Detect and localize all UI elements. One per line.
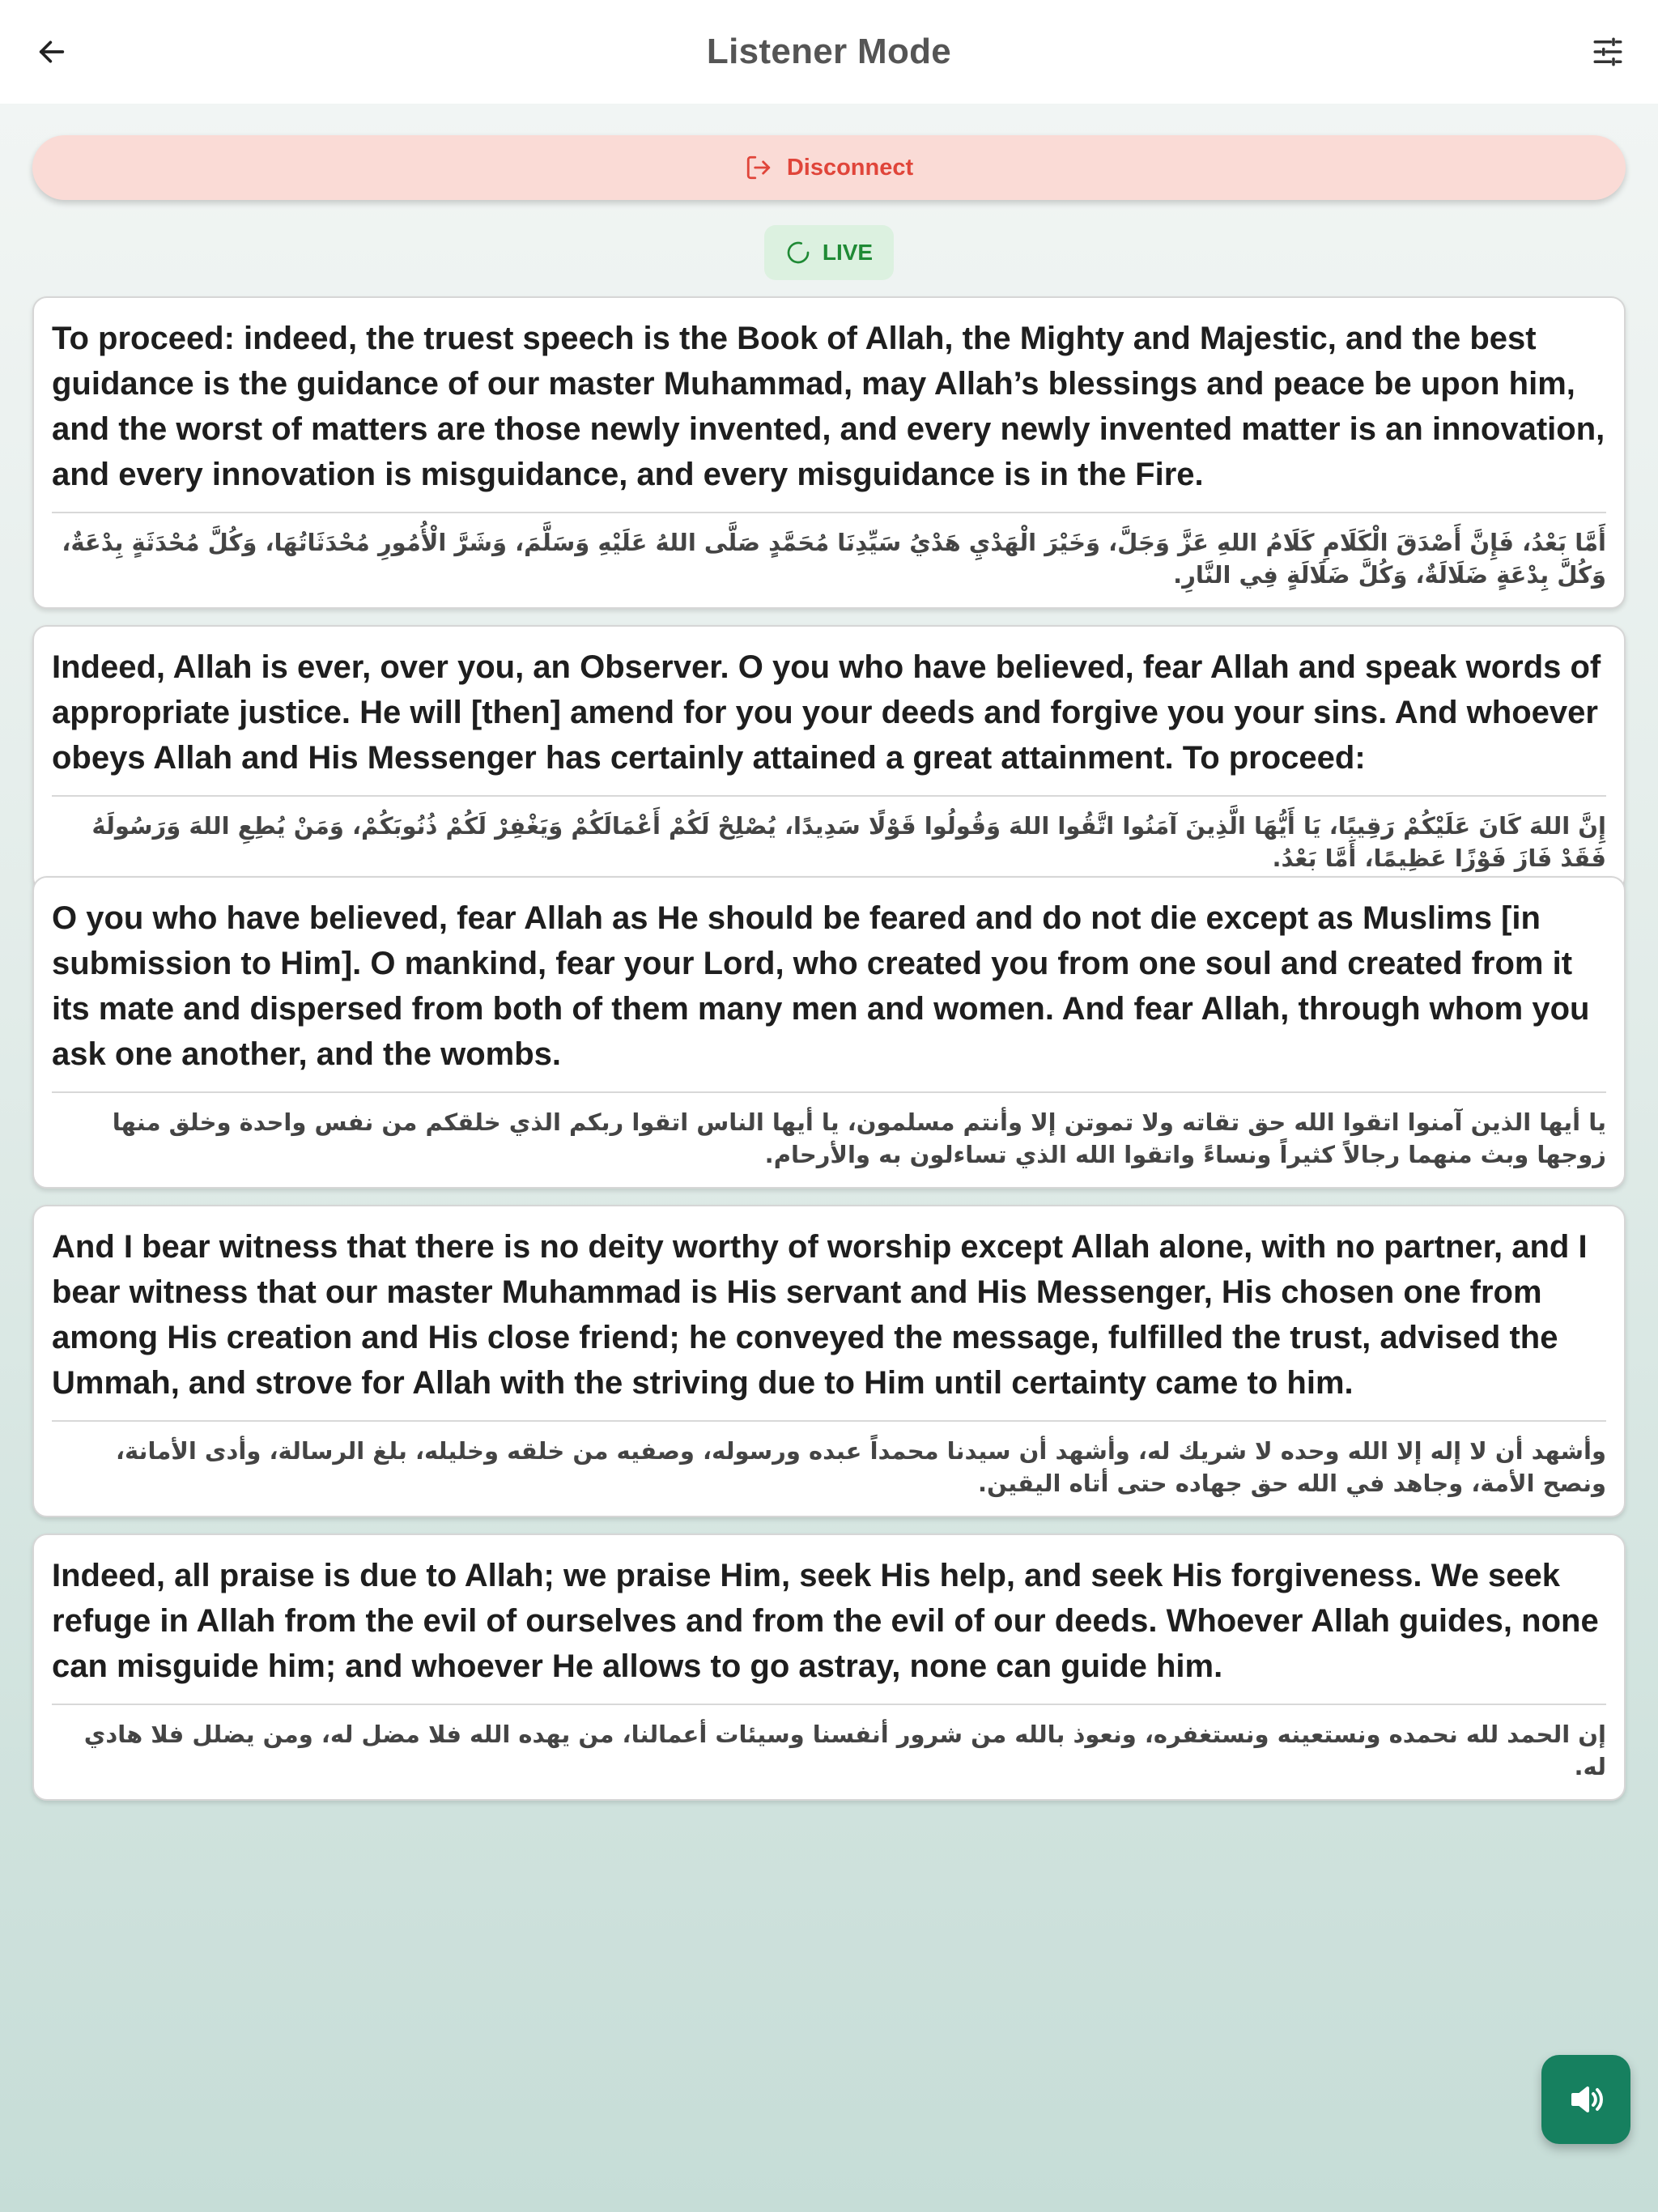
audio-toggle-button[interactable]	[1541, 2055, 1630, 2144]
disconnect-label: Disconnect	[786, 154, 914, 181]
arabic-original: يا أيها الذين آمنوا اتقوا الله حق تقاته ولا تموتن إلا وأنتم مسلمون، يا أيها الناس اتقوا ربكم الذي خلقكم من نفس واحدة وخلق منها زوجها وبث منهما رجالاً كثيراً ونساءً واتقوا الله الذي تساءلون به والأرحام.	[112, 1108, 1606, 1168]
live-label: LIVE	[822, 240, 874, 265]
english-translation: Indeed, all praise is due to Allah; we praise Him, seek His help, and seek His forgiveness. We seek refuge in Allah from the evil of ourselves and from the evil of our deeds. Whoever Allah guides, none can misguide him; and whoever He allows to go astray, none can guide him.	[52, 1558, 1599, 1684]
page-title: Listener Mode	[706, 32, 952, 71]
card-divider	[52, 1704, 1606, 1705]
transcript-card	[32, 625, 1626, 892]
arabic-original: وأشهد أن لا إله إلا الله وحده لا شريك له، وأشهد أن سيدنا محمداً عبده ورسوله، وصفيه من خلقه وخليله، بلغ الرسالة، وأدى الأمانة، ونصح الأمة، وجاهد في الله حق جهاده حتى أتاه اليقين.	[115, 1437, 1606, 1497]
disconnect-button[interactable]	[32, 135, 1626, 200]
transcript-card	[32, 1534, 1626, 1801]
transcript-card	[32, 1205, 1626, 1517]
arabic-original: إِنَّ اللهَ كَانَ عَلَيْكُمْ رَقِيبًا، يَا أَيُّهَا الَّذِينَ آمَنُوا اتَّقُوا اللهَ وَقُولُوا قَوْلًا سَدِيدًا، يُصْلِحْ لَكُمْ أَعْمَالَكُمْ وَيَغْفِرْ لَكُمْ ذُنُوبَكُمْ، وَمَنْ يُطِعِ اللهَ وَرَسُولَهُ فَقَدْ فَازَ فَوْزًا عَظِيمًا، أَمَّا بَعْدُ.	[91, 812, 1606, 872]
live-status-badge	[764, 225, 894, 280]
logout-icon	[745, 154, 772, 181]
app-header	[0, 0, 1658, 104]
card-divider	[52, 1420, 1606, 1422]
spinner-icon	[785, 240, 811, 266]
transcript-card	[32, 296, 1626, 609]
back-button[interactable]	[29, 29, 74, 74]
card-divider	[52, 512, 1606, 513]
english-translation: Indeed, Allah is ever, over you, an Observer. O you who have believed, fear Allah and speak words of appropriate justice. He will [then] amend for you your deeds and forgive you your sins. And whoever obeys Allah and His Messenger has certainly attained a great attainment. To proceed:	[52, 649, 1601, 776]
arrow-left-icon	[36, 36, 68, 68]
settings-button[interactable]	[1585, 29, 1630, 74]
english-translation: To proceed: indeed, the truest speech is the Book of Allah, the Mighty and Majestic, and the best guidance is the guidance of our master Muhammad, may Allah’s blessings and peace be upon him, and the worst of matters are those newly invented, and every newly invented matter is an innovation, and every innovation is misguidance, and every misguidance is in the Fire.	[52, 321, 1605, 492]
card-divider	[52, 1091, 1606, 1093]
arabic-original: إن الحمد لله نحمده ونستعينه ونستغفره، ونعوذ بالله من شرور أنفسنا وسيئات أعمالنا، من يهده الله فلا مضل له، ومن يضلل فلا هادي له.	[83, 1721, 1606, 1780]
speaker-icon	[1567, 2080, 1605, 2119]
transcript-card	[32, 876, 1626, 1189]
sliders-icon	[1591, 35, 1625, 69]
card-divider	[52, 795, 1606, 797]
english-translation: O you who have believed, fear Allah as He should be feared and do not die except as Muslims [in submission to Him]. O mankind, fear your Lord, who created you from one soul and created from it its mate and dispersed from both of them many men and women. And fear Allah, through whom you ask one another, and the wombs.	[52, 900, 1590, 1072]
english-translation: And I bear witness that there is no deity worthy of worship except Allah alone, with no partner, and I bear witness that our master Muhammad is His servant and His Messenger, His chosen one from among His creation and His close friend; he conveyed the message, fulfilled the trust, advised the Ummah, and strove for Allah with the striving due to Him until certainty came to him.	[52, 1229, 1588, 1401]
arabic-original: أَمَّا بَعْدُ، فَإِنَّ أَصْدَقَ الْكَلَامِ كَلَامُ اللهِ عَزَّ وَجَلَّ، وَخَيْرَ الْهَدْيِ هَدْيُ سَيِّدِنَا مُحَمَّدٍ صَلَّى اللهُ عَلَيْهِ وَسَلَّمَ، وَشَرَّ الْأُمُورِ مُحْدَثَاتُهَا، وَكُلَّ مُحْدَثَةٍ بِدْعَةٌ، وَكُلَّ بِدْعَةٍ ضَلَالَةٌ، وَكُلَّ ضَلَالَةٍ فِي النَّارِ.	[62, 529, 1606, 589]
